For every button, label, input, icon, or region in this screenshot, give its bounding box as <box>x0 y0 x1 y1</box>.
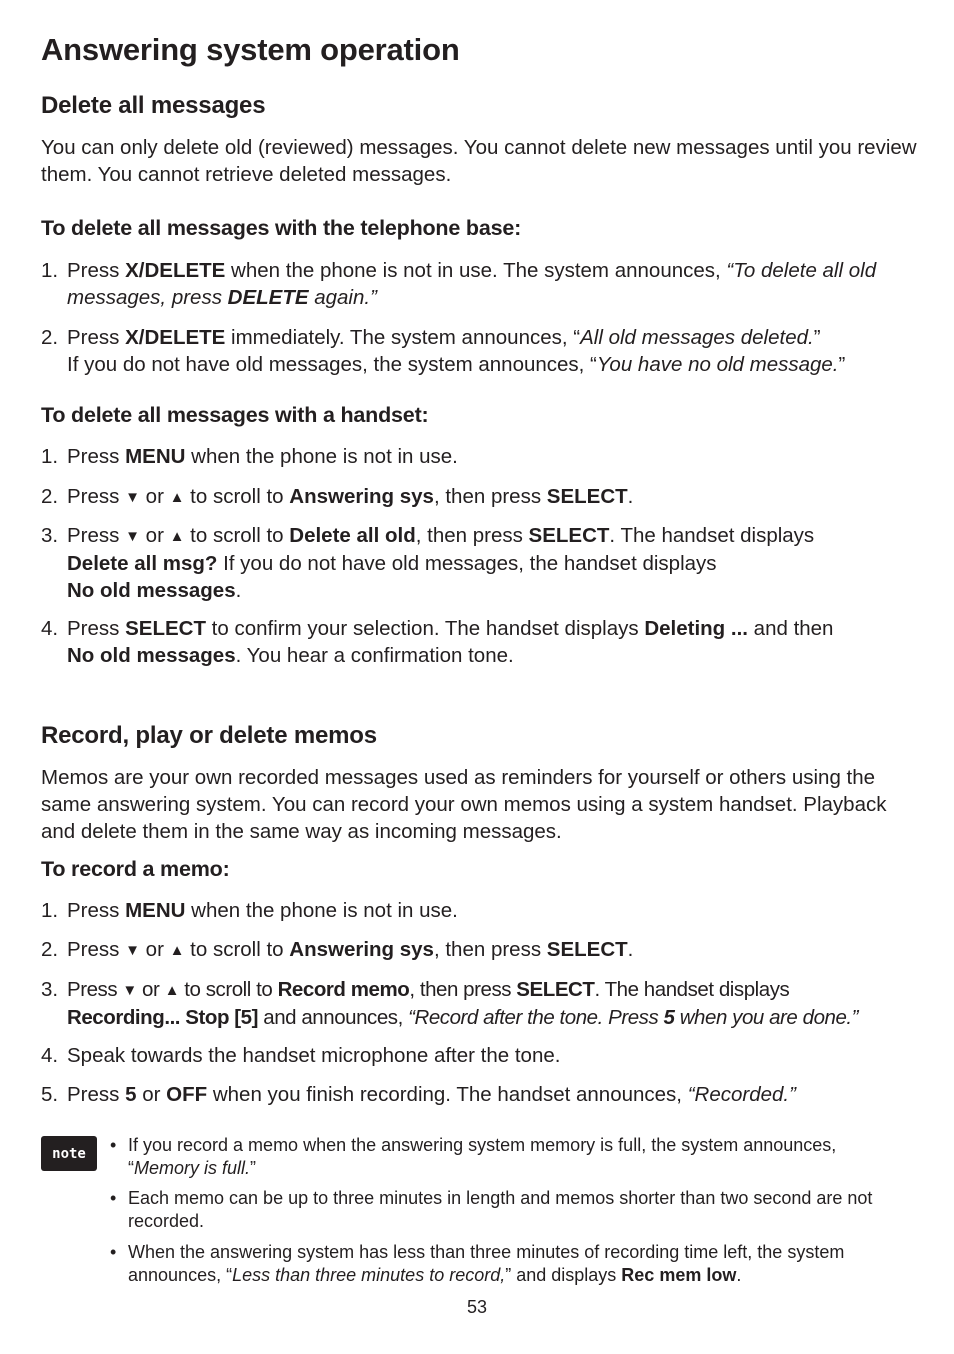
section-heading-memos: Record, play or delete memos <box>41 722 377 749</box>
bullet-icon: • <box>110 1242 117 1262</box>
list-item: 4. Press SELECT to confirm your selection. The handset displays Deleting ... and then No old messages. You hear a confirmation tone. <box>41 617 834 667</box>
page-title: Answering system operation <box>41 32 460 67</box>
list-item: 1. Press MENU when the phone is not in use. <box>41 899 458 922</box>
delete-all-intro: You can only delete old (reviewed) messages. You cannot delete new messages until you review them. You cannot retrieve deleted messages. <box>41 136 917 186</box>
subheading-handset: To delete all messages with a handset: <box>41 403 429 427</box>
arrow-down-icon: ▼ <box>125 942 140 959</box>
list-item: 3. Press ▼ or ▲ to scroll to Record memo, then press SELECT. The handset displays Recording... Stop [5] and announces, “Record after the tone. Press 5 when you are done.” <box>41 978 859 1029</box>
list-item: 3. Press ▼ or ▲ to scroll to Delete all old, then press SELECT. The handset displays Delete all msg? If you do not have old messages, the handset displays No old messages. <box>41 524 815 602</box>
list-item: 5. Press 5 or OFF when you finish recording. The handset announces, “Recorded.” <box>41 1083 796 1106</box>
arrow-down-icon: ▼ <box>122 982 137 999</box>
note-item: • When the answering system has less than three minutes of recording time left, the system announces, “Less than three minutes to record,” and displays Rec mem low. <box>110 1242 845 1285</box>
list-item: 1. Press MENU when the phone is not in use. <box>41 445 458 468</box>
arrow-up-icon: ▲ <box>169 942 185 959</box>
list-item: 2. Press ▼ or ▲ to scroll to Answering sys, then press SELECT. <box>41 938 634 961</box>
bullet-icon: • <box>110 1188 117 1208</box>
subheading-base: To delete all messages with the telephone base: <box>41 216 522 240</box>
arrow-up-icon: ▲ <box>164 982 180 999</box>
list-item: 1. Press X/DELETE when the phone is not in use. The system announces, “To delete all old messages, press DELETE again.” <box>41 259 877 309</box>
note-badge: note <box>41 1136 97 1171</box>
list-item: 2. Press X/DELETE immediately. The system announces, “All old messages deleted.” If you do not have old messages, the system announces, “You have no old message.” <box>41 326 846 376</box>
arrow-up-icon: ▲ <box>169 489 185 506</box>
list-item: 4. Speak towards the handset microphone after the tone. <box>41 1044 561 1067</box>
note-item: • If you record a memo when the answering system memory is full, the system announces, “Memory is full.” <box>110 1135 837 1178</box>
page-number: 53 <box>466 1297 488 1317</box>
bullet-icon: • <box>110 1135 117 1155</box>
section-heading-delete-all: Delete all messages <box>41 92 266 119</box>
memos-intro: Memos are your own recorded messages used as reminders for yourself or others using the same answering system. You can record your own memos using a system handset. Playback and delete them in the same way as incoming messages. <box>41 766 887 843</box>
arrow-down-icon: ▼ <box>125 489 140 506</box>
list-item: 2. Press ▼ or ▲ to scroll to Answering sys, then press SELECT. <box>41 485 634 508</box>
note-item: • Each memo can be up to three minutes in length and memos shorter than two second are not recorded. <box>110 1188 873 1231</box>
arrow-up-icon: ▲ <box>169 528 185 545</box>
subheading-record-memo: To record a memo: <box>41 857 230 881</box>
arrow-down-icon: ▼ <box>125 528 140 545</box>
